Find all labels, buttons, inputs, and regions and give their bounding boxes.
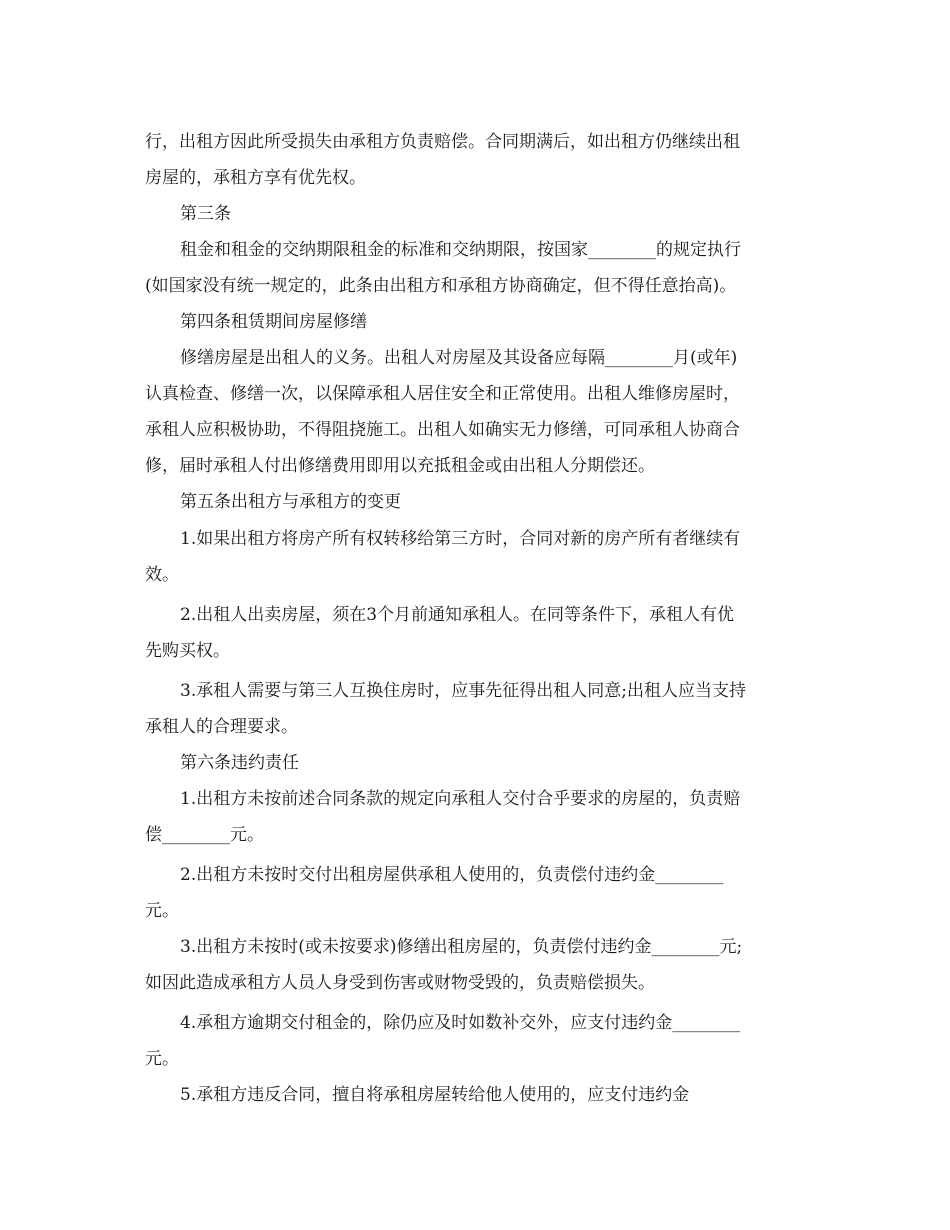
text-line: 如因此造成承租方人员人身受到伤害或财物受毁的，负责赔偿损失。 — [145, 973, 655, 993]
section-heading: 第三条 — [180, 204, 231, 224]
text-line: 元。 — [145, 1049, 179, 1069]
text-line: 1.如果出租方将房产所有权转移给第三方时，合同对新的房产所有者继续有 — [180, 529, 741, 549]
text-line: 租金和租金的交纳期限租金的标准和交纳期限，按国家________的规定执行 — [180, 240, 741, 260]
text-line: 修，届时承租人付出修缮费用即用以充抵租金或由出租人分期偿还。 — [145, 456, 655, 476]
text-line: 行，出租方因此所受损失由承租方负责赔偿。合同期满后，如出租方仍继续出租 — [145, 132, 740, 152]
text-line: (如国家没有统一规定的，此条由出租方和承租方协商确定，但不得任意抬高)。 — [145, 276, 737, 296]
text-line: 认真检查、修缮一次，以保障承租人居住安全和正常使用。出租人维修房屋时， — [145, 384, 740, 404]
text-line: 4.承租方逾期交付租金的，除仍应及时如数补交外，应支付违约金________ — [180, 1013, 741, 1033]
text-line: 房屋的，承租方享有优先权。 — [145, 168, 366, 188]
text-line: 承租人的合理要求。 — [145, 717, 298, 737]
section-heading: 第六条违约责任 — [180, 753, 299, 773]
text-line: 5.承租方违反合同，擅自将承租房屋转给他人使用的，应支付违约金 — [180, 1085, 690, 1105]
text-line: 承租人应积极协助，不得阻挠施工。出租人如确实无力修缮，可同承租人协商合 — [145, 420, 740, 440]
text-line: 先购买权。 — [145, 641, 230, 661]
text-line: 修缮房屋是出租人的义务。出租人对房屋及其设备应每隔________月(或年) — [180, 348, 738, 368]
text-line: 1.出租方未按前述合同条款的规定向承租人交付合乎要求的房屋的，负责赔 — [180, 789, 741, 809]
text-line: 偿________元。 — [145, 825, 264, 845]
section-heading: 第五条出租方与承租方的变更 — [180, 492, 401, 512]
text-line: 3.出租方未按时(或未按要求)修缮出租房屋的，负责偿付违约金________元; — [180, 937, 743, 957]
text-line: 2.出租人出卖房屋，须在3个月前通知承租人。在同等条件下，承租人有优 — [180, 605, 735, 625]
section-heading: 第四条租赁期间房屋修缮 — [180, 312, 367, 332]
text-line: 元。 — [145, 901, 179, 921]
text-line: 2.出租方未按时交付出租房屋供承租人使用的，负责偿付违约金________ — [180, 865, 724, 885]
text-line: 3.承租人需要与第三人互换住房时，应事先征得出租人同意;出租人应当支持 — [180, 681, 746, 701]
text-line: 效。 — [145, 565, 179, 585]
